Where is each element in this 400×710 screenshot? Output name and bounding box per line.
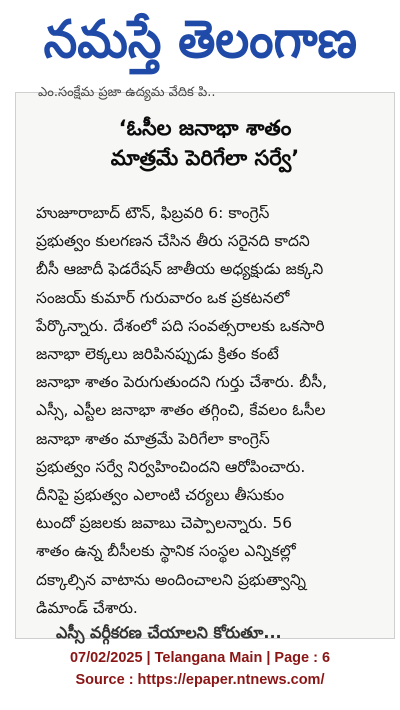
source-url: Source : https://epaper.ntnews.com/	[75, 672, 325, 688]
body-line: బీసీ ఆజాదీ ఫెడరేషన్ జాతీయ అధ్యక్షుడు జక్కని	[36, 260, 324, 279]
body-line: దక్కాల్సిన వాటాను అందించాలని ప్రభుత్వాన్ని	[36, 570, 307, 589]
headline-line-2: మాత్రమే పెరిగేలా సర్వే’	[110, 146, 300, 170]
body-line: ప్రభుత్వం కులగణన చేసిన తీరు సరైనది కాదని	[36, 232, 310, 251]
body-line: జనాభా లెక్కలు జరిపినప్పుడు క్రితం కంటే	[36, 345, 279, 364]
body-line: టుందో ప్రజలకు జవాబు చెప్పాలన్నారు. 56	[36, 514, 293, 533]
clipped-previous-article-text: ఎం.సంక్షేమ ప్రజా ఉద్యమ వేదిక పి..	[38, 85, 216, 100]
body-line: జనాభా శాతం మాత్రమే పెరిగేలా కాంగ్రెస్	[36, 429, 270, 448]
body-line: శాతం ఉన్న బీసీలకు స్థానిక సంస్థల ఎన్నికల్లో	[36, 542, 296, 561]
body-line: జనాభా శాతం పెరుగుతుందని గుర్తు చేశారు. బీసీ,	[36, 373, 327, 392]
body-line: డిమాండ్ చేశారు.	[36, 598, 138, 617]
newspaper-masthead	[0, 0, 400, 80]
headline-line-1: ‘ఓసీల జనాభా శాతం	[118, 116, 292, 140]
body-line: దీనిపై ప్రభుత్వం ఎలాంటి చర్యలు తీసుకుం	[36, 486, 285, 505]
source-footer	[0, 647, 400, 691]
body-line: హుజూరాబాద్ టౌన్, ఫిబ్రవరి 6: కాంగ్రెస్	[36, 204, 270, 222]
clipped-next-article-text: ఎస్సీ వర్గీకరణ చేయాలని కోరుతూ...	[56, 623, 282, 642]
body-line: ఎస్సీ, ఎస్టీల జనాభా శాతం తగ్గించి, కేవలం ఓసీల	[36, 401, 326, 420]
news-clipping	[15, 85, 395, 642]
body-line: పేర్కొన్నారు. దేశంలో పది సంవత్సరాలకు ఒకసారి	[36, 316, 325, 335]
article-body	[36, 199, 388, 622]
masthead-logo: నమస్తే తెలంగాణ	[43, 10, 357, 70]
body-line: సంజయ్ కుమార్ గురువారం ఒక ప్రకటనలో	[36, 288, 290, 307]
date-edition-page: 07/02/2025 | Telangana Main | Page : 6	[69, 650, 331, 666]
body-line: ప్రభుత్వం సర్వే నిర్వహించిందని ఆరోపించారు.	[36, 457, 306, 476]
article-headline	[16, 113, 394, 173]
